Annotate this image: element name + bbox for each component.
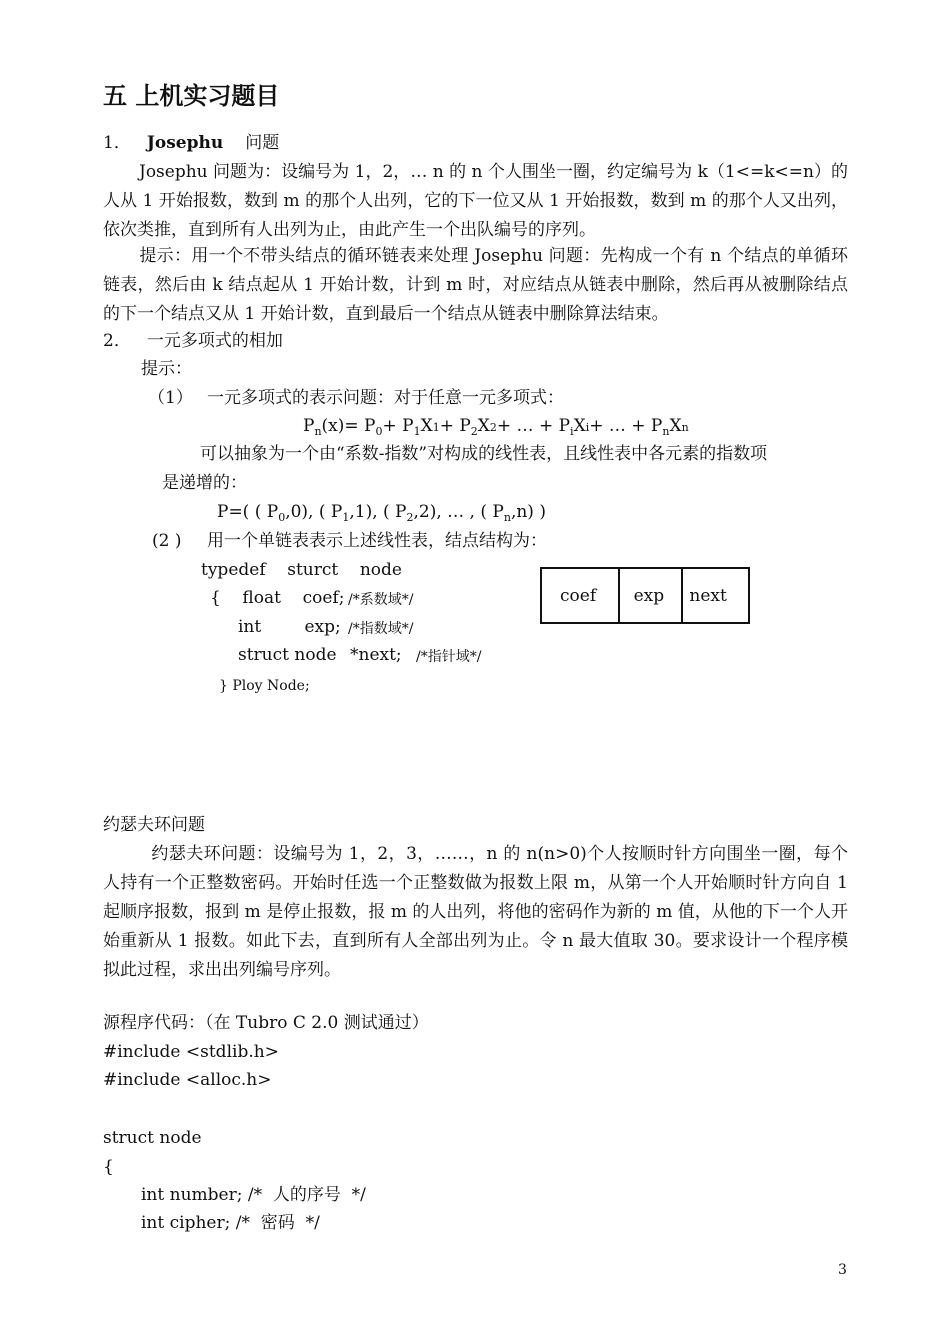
item1-title-suffix: 问题 [245, 133, 280, 153]
open-brace: { [103, 1157, 114, 1177]
code-comment-coef: /*系数域*/ [348, 592, 414, 608]
node-structure-diagram [540, 567, 750, 624]
item1-title: Josephu [146, 133, 224, 153]
code-line-1: typedef sturct node [201, 560, 402, 580]
item1-number: 1． [103, 133, 131, 153]
item1-description: Josephu 问题为：设编号为 1，2，… n 的 n 个人围坐一圈，约定编号为 k（1<=k<=n）的人从 1 开始报数，数到 m 的那个人出列，它的下一位又从 1 开始报数，数到 m 的那个人又出列，依次类推，直到所有人出列为止，由此产生一个出队编号的序列。 [103, 162, 848, 240]
code-line-4: struct node [238, 645, 337, 665]
field-cipher: int cipher; /* 密码 */ [141, 1213, 320, 1233]
item2-heading [103, 333, 283, 350]
code-comment-next: /*指针域*/ [416, 649, 482, 665]
step2-number: (2 ) [152, 531, 182, 551]
source-label: 源程序代码：（在 Tubro C 2.0 测试通过） [103, 1013, 429, 1033]
include-alloc: #include <alloc.h> [103, 1070, 272, 1090]
item1-hint: 提示：用一个不带头结点的循环链表来处理 Josephu 问题：先构成一个有 n 个结点的单循环链表，然后由 k 结点起从 1 开始计数，计到 m 时，对应结点从链表中删除，然后再从被删除结点的下一个结点又从 1 开始计数，直到最后一个结点从链表中删除算法结束。 [103, 246, 848, 324]
struct-line: struct node [103, 1128, 202, 1148]
step2-text: 用一个单链表表示上述线性表，结点结构为： [207, 531, 547, 551]
step1-text: 一元多项式的表示问题：对于任意一元多项式： [207, 388, 564, 408]
code-line-3: int exp; [238, 617, 341, 637]
item2-title: 一元多项式的相加 [146, 331, 283, 351]
node-field-coef: coef [560, 585, 597, 606]
yuese-description: 约瑟夫环问题：设编号为 1，2，3，……，n 的 n(n>0)个人按顺时针方向围坐一圈，每个人持有一个正整数密码。开始时任选一个正整数做为报数上限 m，从第一个人开始顺时针方向自 1 起顺序报数，报到 m 是停止报数，报 m 的人出列，将他的密码作为新的 m 值，从他的下一个人开始重新从 1 报数。如此下去，直到所有人全部出列为止。令 n 最大值取 30。要求设计一个程序模拟此过程，求出出列编号序列。 [103, 844, 848, 980]
code-line-4-next: *next; [350, 645, 402, 665]
page-number: 3 [838, 1262, 847, 1278]
abstract-text: 可以抽象为一个由“系数-指数”对构成的线性表，且线性表中各元素的指数项 [200, 444, 768, 464]
item2-number: 2． [103, 331, 131, 351]
abstract-text-2: 是递增的： [162, 473, 247, 493]
code-line-2: { float coef; [210, 588, 345, 608]
node-field-next: next [681, 569, 748, 622]
node-field-exp: exp [618, 569, 682, 622]
include-stdlib: #include <stdlib.h> [103, 1042, 279, 1062]
polynomial-formula: $P_n(x)= P_0+ P_1X1+ P_2X2+$ … + $P_iXi+$ … + $P_nXn$ [303, 416, 689, 438]
section-title: 五 上机实习题目 [103, 82, 280, 110]
code-line-5: } Ploy Node; [219, 678, 310, 694]
step1-number: （1） [148, 388, 193, 408]
field-number: int number; /* 人的序号 */ [141, 1185, 366, 1205]
yuese-title: 约瑟夫环问题 [103, 815, 205, 835]
item2-hint-label: 提示： [141, 359, 192, 379]
pair-sequence: P=( ( $P_0,0$), ( $P_1,1$), ( $P_2,2$), … , ( $P_n,n$) ) [217, 502, 546, 524]
item1-heading [103, 135, 279, 152]
code-comment-exp: /*指数域*/ [348, 621, 414, 637]
